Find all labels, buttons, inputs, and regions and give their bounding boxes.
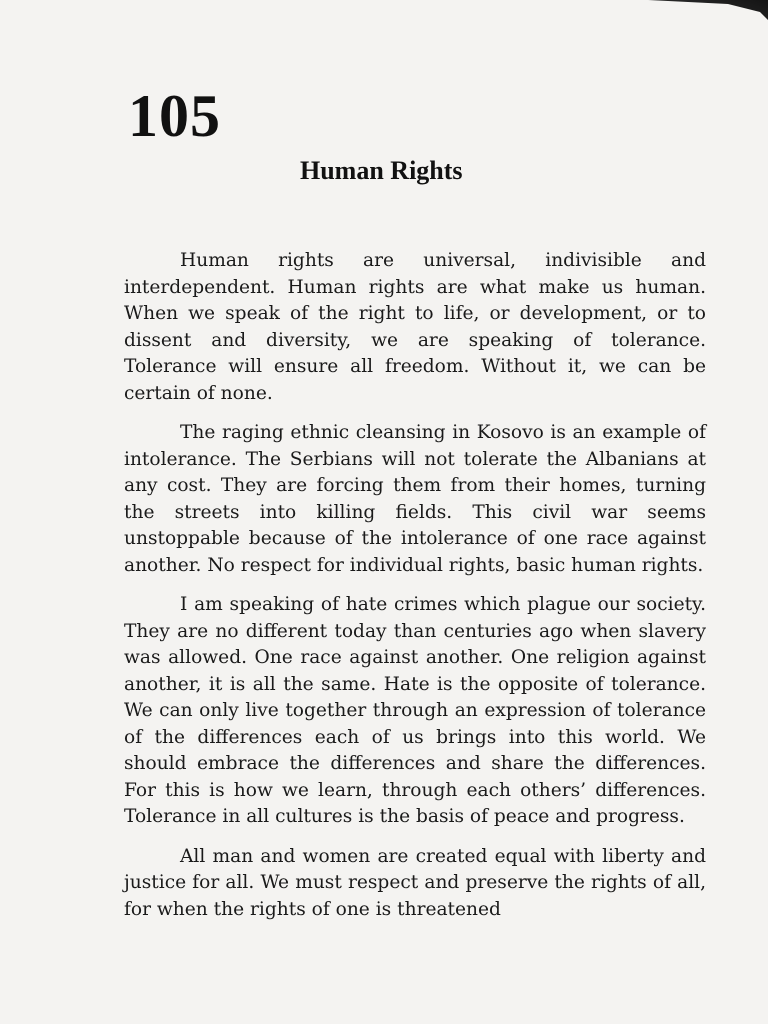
chapter-number: 105 bbox=[128, 83, 221, 149]
page-edge-shadow bbox=[568, 0, 768, 20]
paragraph: All man and women are created equal with liberty and justice for all. We must respect and preserve the rights of all, for when the rights of one is threatened bbox=[124, 845, 706, 920]
paragraph: I am speaking of hate crimes which plague our society. They are no different today than centuries ago when slavery was allowed. One race against another. One religion against another, it is all the same. Hate is the opposite of tolerance. We can only live together through an expression of tolerance of the differences each of us brings into this world. We should embrace the differences and share the differences. For this is how we learn, through each others’ differences. Tolerance in all cultures is the basis of peace and progress. bbox=[124, 594, 706, 827]
paragraph: The raging ethnic cleansing in Kosovo is an example of intolerance. The Serbians will not tolerate the Albanians at any cost. They are forcing them from their homes, turning the streets into killing fields. This civil war seems unstoppable because of the intolerance of one race against another. No respect for individual rights, basic human rights. bbox=[124, 422, 706, 576]
chapter-title: Human Rights bbox=[300, 156, 463, 185]
paragraph: Human rights are universal, indivisible and interdependent. Human rights are what make us human. When we speak of the right to life, or development, or to dissent and diversity, we are speaking of tolerance. Tolerance will ensure all freedom. Without it, we can be certain of none. bbox=[124, 250, 706, 404]
body-text bbox=[124, 248, 706, 936]
